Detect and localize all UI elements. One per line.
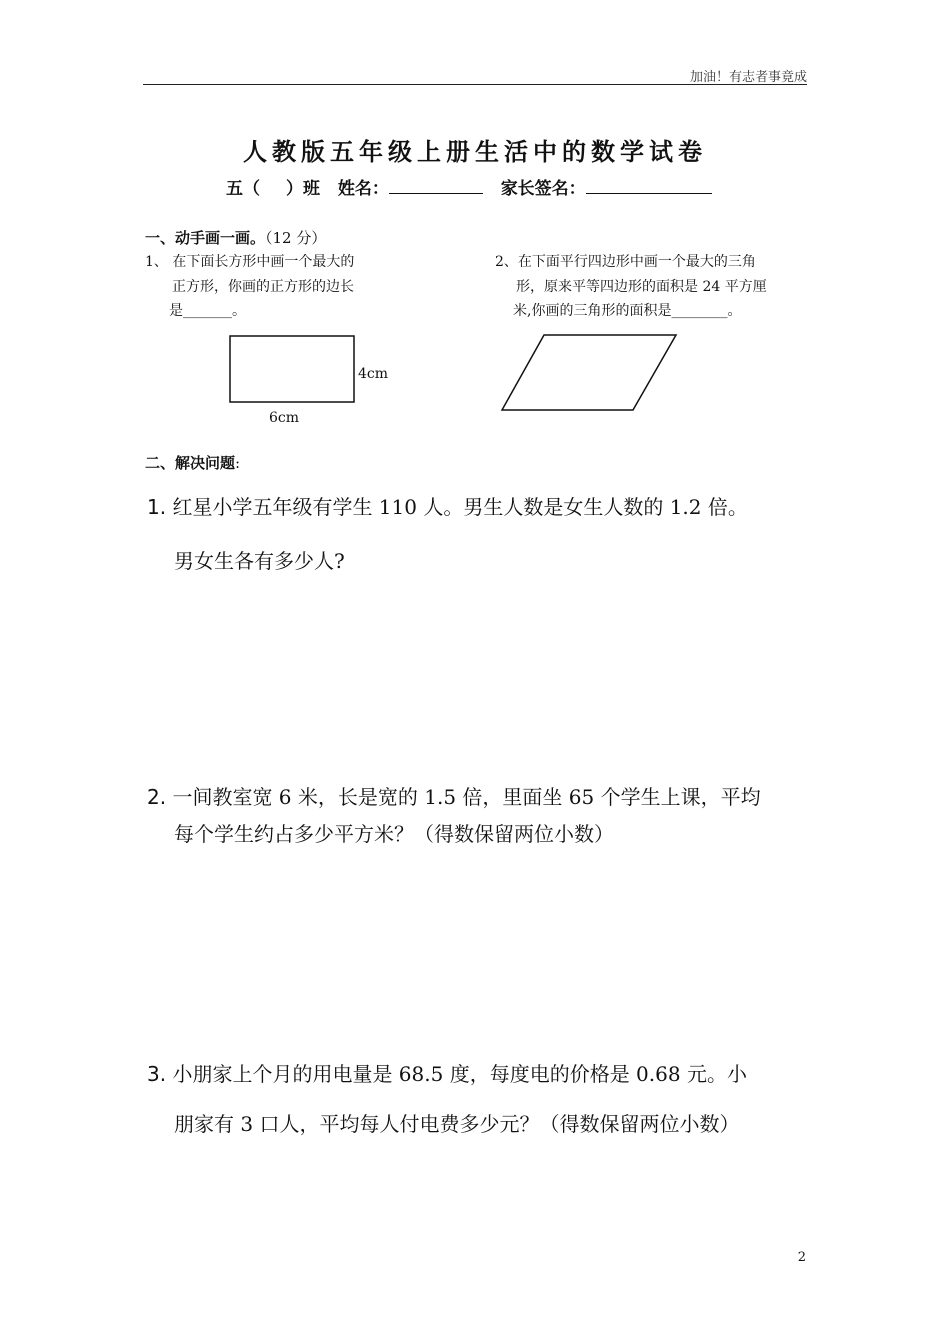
problem-1-line-2: 男女生各有多少人?: [174, 549, 345, 573]
problem-1-line-1: 红星小学五年级有学生 110 人。男生人数是女生人数的 1.2 倍。: [172, 495, 748, 519]
rectangle-figure: [229, 335, 355, 403]
section1-question-1: [145, 250, 354, 324]
problem-2-line-1: 一间教室宽 6 米，长是宽的 1.5 倍，里面坐 65 个学生上课，平均: [172, 785, 761, 809]
problem-1: [147, 480, 812, 588]
section2-heading-text: 二、解决问题: [145, 454, 236, 472]
problem-3-line-1: 小朋家上个月的用电量是 68.5 度，每度电的价格是 0.68 元。小: [172, 1062, 747, 1086]
section1-heading: [145, 227, 326, 248]
q2-line-3: 米,你画的三角形的面积是________。: [513, 303, 742, 319]
parent-signature-label: 家长签名：: [500, 179, 586, 199]
q2-line-2: 形，原来平等四边形的面积是 24 平方厘: [516, 278, 767, 295]
parallelogram-figure: [500, 334, 678, 412]
rectangle-width-label: 6cm: [269, 410, 300, 426]
problem-3-line-2: 朋家有 3 口人，平均每人付电费多少元？（得数保留两位小数）: [174, 1112, 740, 1136]
page-title: 人教版五年级上册生活中的数学试卷: [243, 137, 707, 166]
section1-heading-text: 一、动手画一画。: [145, 229, 266, 247]
q1-line-3: 是_______。: [169, 303, 246, 319]
problem-2-number: 2.: [147, 785, 167, 809]
q1-line-2: 正方形，你画的正方形的边长: [172, 278, 354, 295]
q1-line-1: 1、 在下面长方形中画一个最大的: [145, 254, 355, 270]
class-suffix: ）班: [286, 179, 320, 199]
header-motto: 加油！有志者事竟成: [689, 70, 807, 85]
section1-score: （12 分）: [265, 229, 327, 247]
problem-2: [147, 779, 812, 853]
section2-heading: [145, 452, 240, 473]
name-blank[interactable]: [389, 177, 483, 194]
q2-line-1: 2、在下面平行四边形中画一个最大的三角: [495, 254, 756, 270]
header-rule: [143, 84, 807, 85]
name-label: 姓名：: [337, 179, 389, 199]
class-prefix: 五（: [226, 179, 260, 199]
problem-2-line-2: 每个学生约占多少平方米？（得数保留两位小数）: [174, 822, 614, 846]
problem-3-number: 3.: [147, 1062, 167, 1086]
rectangle-height-label: 4cm: [358, 366, 389, 382]
page-number: 2: [797, 1250, 806, 1265]
parallelogram-shape: [502, 335, 676, 410]
rectangle-shape: [230, 336, 354, 402]
section2-heading-colon: :: [235, 454, 241, 472]
problem-3: [147, 1049, 812, 1149]
student-info-line: [226, 174, 712, 199]
parent-signature-blank[interactable]: [586, 177, 712, 194]
section1-question-2: [495, 250, 767, 324]
problem-1-number: 1.: [147, 495, 167, 519]
